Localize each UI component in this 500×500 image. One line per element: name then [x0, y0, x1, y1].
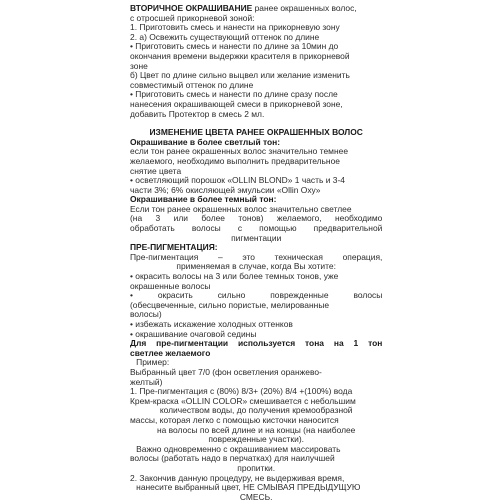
secondary-coloring-title: ВТОРИЧНОЕ ОКРАШИВАНИЕ [130, 4, 253, 13]
text-line: • избежать искажение холодных оттенков [130, 320, 293, 329]
text-line: нанесите выбранный цвет, НЕ СМЫВАЯ ПРЕДЫДУЩУЮ [136, 483, 361, 493]
text-line: окончания времени выдержки красителя в прикорневой [130, 51, 350, 61]
text-line: количеством воды, до получения кремообразной [159, 406, 353, 416]
text-line: • Приготовить смесь и нанести по длине сразу после [130, 90, 338, 100]
prepigmentation-usage-heading: Для пре-пигментации используется тона на 1 тон [130, 339, 383, 349]
text-line: СМЕСЬ. [239, 492, 273, 500]
text-line: нанесения окрашивающей смеси в прикорневой зоне, [130, 99, 343, 109]
text-line: 1. Приготовить смесь и нанести на прикорневую зону [130, 23, 340, 33]
text-line: пропитки. [237, 463, 276, 473]
text-line: желтый) [130, 377, 163, 387]
text-line: части 3%; 6% окисляющей эмульсии «Ollin Oxy» [130, 185, 321, 195]
color-change-section-title: ИЗМЕНЕНИЕ ЦВЕТА РАНЕЕ ОКРАШЕННЫХ ВОЛОС [149, 128, 363, 138]
text-line: пигментации [231, 233, 282, 243]
text-line: • осветляющий порошок «OLLIN BLOND» 1 часть и 3-4 [130, 176, 345, 186]
secondary-coloring-title-line [130, 4, 382, 14]
text-line: Пре-пигментация – это техническая операция, [130, 252, 383, 262]
text-line: Пример: [136, 358, 170, 368]
text-line: желаемого, необходимо выполнить предварительное [130, 156, 340, 166]
darker-tone-heading: Окрашивание в более темный тон: [130, 195, 277, 205]
text-line: совместимый оттенок по длине [130, 80, 254, 90]
lighter-tone-heading: Окрашивание в более светлый тон: [130, 137, 281, 147]
text-line: поврежденные участки). [208, 435, 304, 445]
text-line: волосы (работать надо в перчатках) для наилучшей [130, 454, 335, 464]
text-line: Крем-краска «OLLIN COLOR» смешивается с небольшим [130, 396, 356, 406]
secondary-coloring-title-rest: ранее окрашенных волос, [252, 4, 357, 13]
text-line: б) Цвет по длине сильно выцвел или желание изменить [130, 71, 350, 81]
text-line: • окрасить сильно поврежденные волосы [130, 291, 383, 301]
text-line: Выбранный цвет 7/0 (фон осветления оранжево- [130, 367, 322, 377]
text-line: Важно одновременно с окрашиванием массировать [136, 444, 341, 454]
text-line: Если тон ранее окрашенных волос значительно светлее [130, 204, 352, 214]
text-line: если тон ранее окрашенных волос значительно темнее [130, 147, 349, 157]
text-line: 2. Закончив данную процедуру, не выдерживая время, [130, 473, 345, 483]
text-line: снятие цвета [130, 166, 182, 176]
text-line: • Приготовить смесь и нанести по длине за 10мин до [130, 42, 339, 52]
instruction-text-column [130, 4, 382, 500]
text-line: (на 3 или более тонов) желаемого, необходимо [130, 214, 383, 224]
prepigmentation-heading: ПРЕ-ПИГМЕНТАЦИЯ: [130, 243, 218, 253]
text-line: (обесцвеченные, сильно пористые, мелированные [130, 300, 330, 310]
text-line: окрашенные волосы [130, 281, 211, 291]
text-line: добавить Протектор в смесь 2 мл. [130, 109, 265, 119]
text-line: • окрасить волосы на 3 или более темных тонов, уже [130, 272, 339, 282]
text-line: 1. Пре-пигментация с (80%) 8/3+ (20%) 8/4 +(100%) вода [130, 387, 353, 397]
text-line: на волосы по всей длине и на концы (на наиболее [156, 425, 356, 435]
prepigmentation-usage-heading-cont: светлее желаемого [130, 348, 211, 358]
text-line: зоне [130, 61, 148, 71]
text-line: обработать волосы с помощью предварительной [130, 224, 383, 234]
text-line: волосы) [130, 310, 162, 320]
text-line: массы, которая легко с помощью кисточки наносится [130, 415, 339, 425]
text-line: применяемая в случае, когда Вы хотите: [176, 262, 336, 272]
text-line: • окрашивание очаговой седины [130, 329, 257, 339]
text-line: с отросшей прикорневой зоной: [130, 13, 255, 23]
text-line: 2. а) Освежить существующий оттенок по длине [130, 32, 320, 42]
